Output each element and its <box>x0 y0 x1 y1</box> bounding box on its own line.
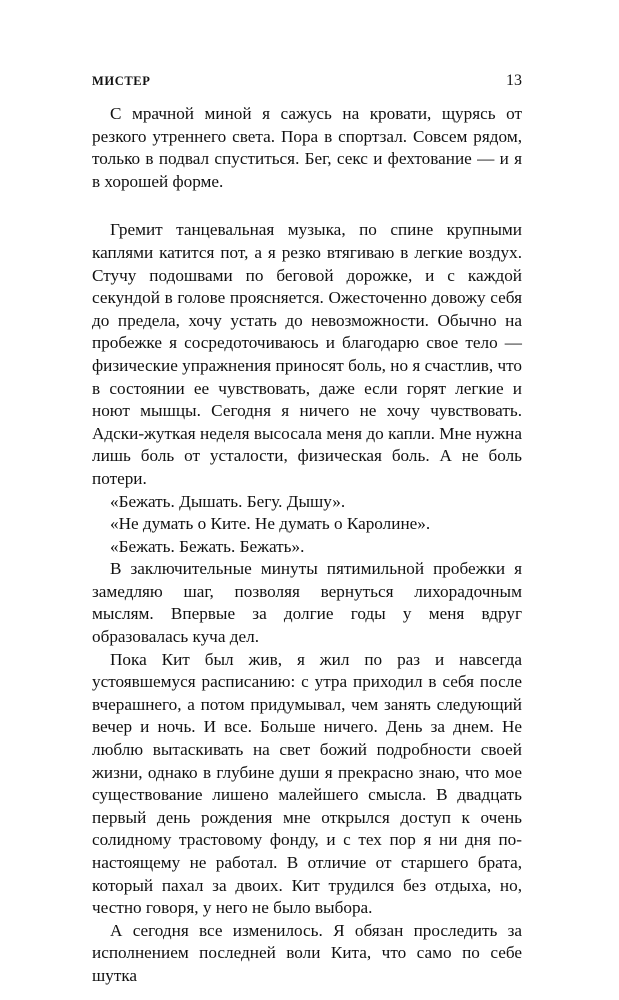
body-text <box>92 103 522 988</box>
paragraph-8: А сегодня все изменилось. Я обязан проследить за исполнением последней воли Кита, что само по себе шутка <box>92 920 522 985</box>
paragraph-7: Пока Кит был жив, я жил по раз и навсегда устоявшемуся расписанию: с утра приходил в себя после вчерашнего, а потом придумывал, чем занять следующий вечер и ночь. И все. Больше ничего. День за днем. Не люблю вытаскивать на свет божий подробности своей жизни, однако в глубине души я прекрасно знаю, что мое существование лишено малейшего смысла. В двадцать первый день рождения мне открылся доступ к очень солидному трастовому фонду, и с тех пор я ни дня по-настоящему не работал. В отличие от старшего брата, который пахал за двоих. Кит трудился без отдыха, но, честно говоря, у него не было выбора. <box>92 649 522 918</box>
running-head <box>92 74 522 94</box>
paragraph-4: «Не думать о Ките. Не думать о Каролине». <box>110 514 431 534</box>
page-number: 13 <box>506 72 522 89</box>
paragraph-3: «Бежать. Дышать. Бегу. Дышу». <box>110 491 346 511</box>
paragraph-5: «Бежать. Бежать. Бежать». <box>110 536 305 556</box>
paragraph-2: Гремит танцевальная музыка, по спине крупными каплями катится пот, а я резко втягиваю в легкие воздух. Стучу подошвами по беговой дорожке, и с каждой секундой в голове проясняется. Ожесточенно довожу себя до предела, хочу устать до невозможности. Обычно на пробежке я сосредоточиваюсь и благодарю свое тело — физические упражнения приносят боль, но я счастлив, что в состоянии ее чувствовать, даже если горят легкие и ноют мышцы. Сегодня я ничего не хочу чувствовать. Адски-жуткая неделя высосала меня до капли. Мне нужна лишь боль от усталости, физическая боль. А не боль потери. <box>92 220 522 488</box>
paragraph-1: С мрачной миной я сажусь на кровати, щурясь от резкого утреннего света. Пора в спортзал. Совсем рядом, только в подвал спуститься. Бег, секс и фехтование — и я в хорошей форме. <box>92 104 522 191</box>
paragraph-6: В заключительные минуты пятимильной пробежки я замедляю шаг, позволяя вернуться лихорадочным мыслям. Впервые за долгие годы у меня вдруг образовалась куча дел. <box>92 559 522 647</box>
running-title: МИСТЕР <box>92 74 151 88</box>
section-break <box>92 193 522 219</box>
